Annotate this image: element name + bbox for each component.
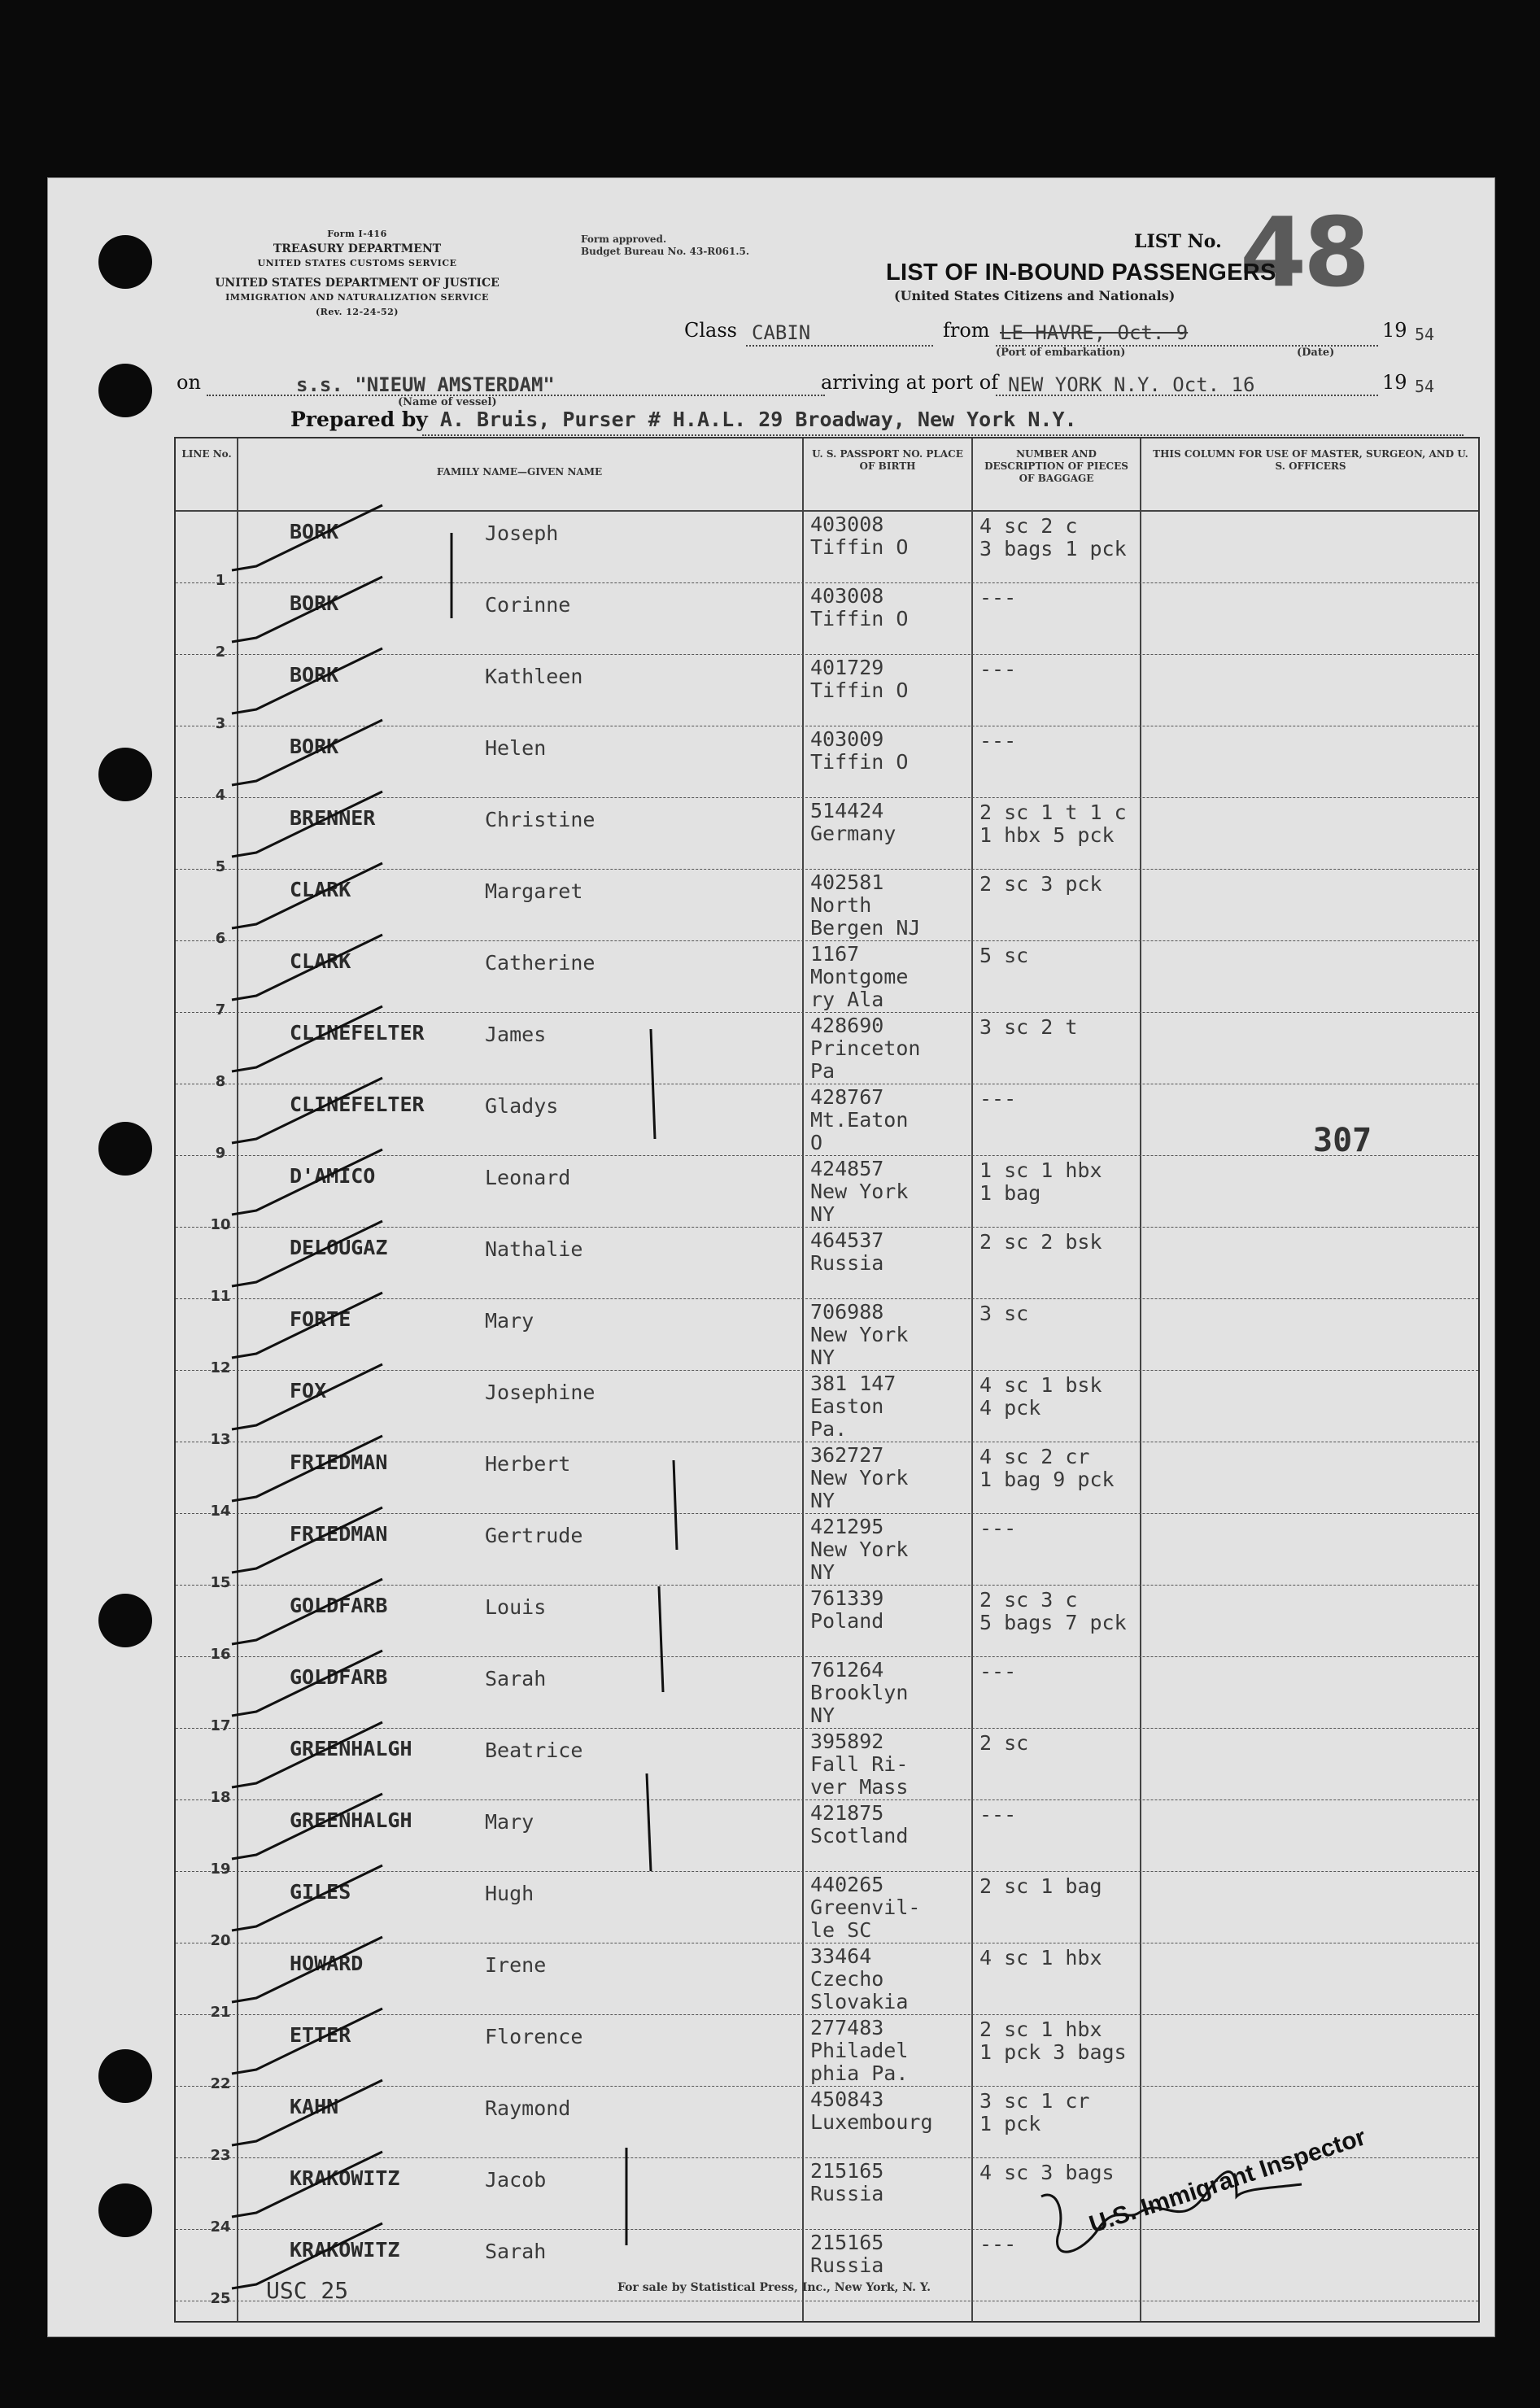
baggage-description: 2 sc 1 t 1 c xyxy=(979,800,1127,824)
baggage-description: 4 sc 1 bsk xyxy=(979,1373,1102,1397)
family-name: GREENHALGH xyxy=(290,1808,412,1832)
line-number: 8 xyxy=(215,1073,226,1090)
family-name: FORTE xyxy=(290,1307,351,1331)
col-header-official: THIS COLUMN FOR USE OF MASTER, SURGEON, AND U. S. OFFICERS xyxy=(1153,448,1468,472)
baggage-description: 2 sc 3 pck xyxy=(979,872,1102,896)
baggage-description: 2 sc 1 hbx xyxy=(979,2018,1102,2041)
table-row xyxy=(176,1228,1478,1305)
arriving-dotline xyxy=(996,395,1378,396)
col-header-name: FAMILY NAME—GIVEN NAME xyxy=(436,466,603,478)
given-name: James xyxy=(485,1023,547,1046)
line-number: 7 xyxy=(215,1001,226,1019)
table-row xyxy=(176,1013,1478,1090)
date-caption: (Date) xyxy=(1297,347,1335,359)
printer-note: For sale by Statistical Press, Inc., New York, N. Y. xyxy=(617,2281,931,2294)
place-of-birth: Russia xyxy=(810,1251,884,1275)
place-of-birth: Montgome xyxy=(810,965,909,988)
punch-hole xyxy=(98,2049,152,2103)
baggage-description: --- xyxy=(979,1087,1017,1110)
list-subtitle: (United States Citizens and Nationals) xyxy=(894,288,1176,303)
class-value: CABIN xyxy=(752,321,811,344)
family-name: FOX xyxy=(290,1379,327,1402)
baggage-description: 1 bag 9 pck xyxy=(979,1468,1115,1491)
baggage-description: 2 sc xyxy=(979,1731,1029,1755)
passport-number: 33464 xyxy=(810,1944,872,1968)
place-of-birth: North xyxy=(810,893,872,917)
place-of-birth: Brooklyn xyxy=(810,1681,909,1704)
line-number: 16 xyxy=(210,1646,231,1663)
line-number: 15 xyxy=(210,1574,231,1591)
col-header-line-no: LINE No. xyxy=(181,448,232,460)
punch-hole xyxy=(98,1122,152,1176)
passport-number: 424857 xyxy=(810,1157,884,1180)
passport-number: 402581 xyxy=(810,870,884,894)
baggage-description: 3 sc 1 cr xyxy=(979,2089,1090,2113)
table-row xyxy=(176,1586,1478,1663)
passport-number: 362727 xyxy=(810,1443,884,1467)
punch-hole xyxy=(98,1594,152,1647)
place-of-birth: New York xyxy=(810,1466,909,1490)
punch-hole xyxy=(98,2183,152,2237)
port-caption: (Port of embarkation) xyxy=(996,347,1126,359)
family-name: CLARK xyxy=(290,949,351,973)
baggage-description: 4 pck xyxy=(979,1396,1041,1420)
baggage-description: 4 sc 1 hbx xyxy=(979,1946,1102,1970)
line-number: 2 xyxy=(215,643,226,661)
given-name: Gertrude xyxy=(485,1524,583,1547)
line-number: 20 xyxy=(210,1932,231,1949)
baggage-description: 1 sc 1 hbx xyxy=(979,1158,1102,1182)
family-name: D'AMICO xyxy=(290,1164,376,1188)
baggage-description: 4 sc 2 c xyxy=(979,514,1078,538)
baggage-description: 3 bags 1 pck xyxy=(979,537,1127,561)
family-name: FRIEDMAN xyxy=(290,1522,388,1546)
baggage-description: 3 sc xyxy=(979,1302,1029,1325)
baggage-description: 1 pck xyxy=(979,2112,1041,2135)
passport-number: 401729 xyxy=(810,656,884,679)
line-number: 1 xyxy=(215,572,226,589)
line-number: 12 xyxy=(210,1359,231,1376)
table-row xyxy=(176,1514,1478,1591)
passport-number: 421875 xyxy=(810,1801,884,1825)
place-of-birth: Poland xyxy=(810,1609,884,1633)
passport-number: 215165 xyxy=(810,2231,884,2254)
passport-number: 395892 xyxy=(810,1730,884,1753)
punch-hole xyxy=(98,748,152,801)
on-label: on xyxy=(177,371,201,394)
table-row xyxy=(176,1729,1478,1806)
class-dotline xyxy=(746,345,933,347)
family-name: DELOUGAZ xyxy=(290,1236,388,1259)
line-number: 5 xyxy=(215,858,226,875)
given-name: Christine xyxy=(485,808,595,831)
family-name: ETTER xyxy=(290,2023,351,2047)
table-row xyxy=(176,798,1478,875)
place-of-birth: Easton xyxy=(810,1394,884,1418)
table-row xyxy=(176,1156,1478,1233)
given-name: Nathalie xyxy=(485,1237,583,1261)
given-name: Hugh xyxy=(485,1882,534,1905)
baggage-description: 1 bag xyxy=(979,1181,1041,1205)
place-of-birth: Czecho xyxy=(810,1967,884,1991)
family-name: KAHN xyxy=(290,2095,339,2118)
baggage-description: 5 bags 7 pck xyxy=(979,1611,1127,1634)
passport-number: 215165 xyxy=(810,2159,884,2183)
punch-hole xyxy=(98,364,152,417)
passport-number: 403008 xyxy=(810,513,884,536)
place-of-birth: Princeton xyxy=(810,1036,921,1060)
prepared-label: Prepared by xyxy=(290,408,428,431)
baggage-description: --- xyxy=(979,1660,1017,1683)
given-name: Kathleen xyxy=(485,665,583,688)
baggage-description: --- xyxy=(979,586,1017,609)
place-of-birth: Tiffin O xyxy=(810,678,909,702)
passport-number: 1167 xyxy=(810,942,860,966)
family-name: BRENNER xyxy=(290,806,376,830)
place-of-birth: New York xyxy=(810,1323,909,1346)
given-name: Sarah xyxy=(485,2240,547,2263)
table-row xyxy=(176,2087,1478,2164)
prepared-dotline xyxy=(422,434,1464,436)
given-name: Josephine xyxy=(485,1381,595,1404)
place-of-birth: Russia xyxy=(810,2253,884,2277)
given-name: Raymond xyxy=(485,2096,571,2120)
line-number: 24 xyxy=(210,2218,231,2236)
list-title: LIST OF IN-BOUND PASSENGERS xyxy=(886,260,1276,286)
passport-number: 761264 xyxy=(810,1658,884,1682)
arriving-value: NEW YORK N.Y. Oct. 16 xyxy=(1008,373,1255,396)
family-name: GOLDFARB xyxy=(290,1594,388,1617)
table-row xyxy=(176,512,1478,589)
table-row xyxy=(176,1943,1478,2021)
place-of-birth: Slovakia xyxy=(810,1990,909,2013)
prepared-by-line xyxy=(290,408,1077,431)
given-name: Gladys xyxy=(485,1094,559,1118)
given-name: Corinne xyxy=(485,593,571,617)
vessel-caption: (Name of vessel) xyxy=(398,396,497,408)
line-number: 10 xyxy=(210,1216,231,1233)
table-row xyxy=(176,726,1478,804)
place-of-birth: New York xyxy=(810,1180,909,1203)
table-row xyxy=(176,2015,1478,2092)
line-number: 23 xyxy=(210,2147,231,2164)
given-name: Herbert xyxy=(485,1452,571,1476)
place-of-birth: phia Pa. xyxy=(810,2061,909,2085)
passport-number: 277483 xyxy=(810,2016,884,2039)
place-of-birth: Scotland xyxy=(810,1824,909,1847)
treasury-department: TREASURY DEPARTMENT xyxy=(273,242,442,255)
official-note: 307 xyxy=(1313,1122,1372,1159)
passport-number: 761339 xyxy=(810,1586,884,1610)
passport-number: 464537 xyxy=(810,1228,884,1252)
table-row xyxy=(176,1657,1478,1734)
given-name: Jacob xyxy=(485,2168,547,2192)
form-approved: Form approved. xyxy=(581,233,667,245)
issuing-departments xyxy=(182,227,532,320)
line-number: 21 xyxy=(210,2004,231,2021)
inspector-stamp: U.S. Immigrant Inspector xyxy=(1086,2123,1369,2239)
baggage-description: --- xyxy=(979,657,1017,681)
given-name: Mary xyxy=(485,1810,534,1834)
place-of-birth: O xyxy=(810,1131,823,1154)
year-suffix-2: 54 xyxy=(1415,377,1435,396)
passport-number: 450843 xyxy=(810,2087,884,2111)
place-of-birth: Pa xyxy=(810,1059,835,1083)
family-name: GILES xyxy=(290,1880,351,1904)
family-name: GREENHALGH xyxy=(290,1737,412,1760)
passport-number: 428767 xyxy=(810,1085,884,1109)
baggage-description: 1 hbx 5 pck xyxy=(979,823,1115,847)
baggage-description: --- xyxy=(979,1803,1017,1826)
family-name: CLINEFELTER xyxy=(290,1093,425,1116)
immigration-service: IMMIGRATION AND NATURALIZATION SERVICE xyxy=(225,292,489,303)
form-number: Form I-416 xyxy=(327,229,387,239)
family-name: BORK xyxy=(290,663,339,687)
place-of-birth: NY xyxy=(810,1202,835,1226)
line-number: 3 xyxy=(215,715,226,732)
line-number: 17 xyxy=(210,1717,231,1734)
justice-department: UNITED STATES DEPARTMENT OF JUSTICE xyxy=(215,277,500,290)
place-of-birth: Pa. xyxy=(810,1417,848,1441)
baggage-description: --- xyxy=(979,729,1017,752)
line-number: 11 xyxy=(210,1288,231,1305)
place-of-birth: NY xyxy=(810,1346,835,1369)
vessel-value: s.s. "NIEUW AMSTERDAM" xyxy=(296,373,555,396)
table-row xyxy=(176,655,1478,732)
year-prefix-2: 19 xyxy=(1382,371,1407,394)
line-number: 9 xyxy=(215,1145,226,1162)
table-row xyxy=(176,1872,1478,1949)
revision-date: (Rev. 12-24-52) xyxy=(315,307,399,317)
given-name: Mary xyxy=(485,1309,534,1333)
family-name: BORK xyxy=(290,591,339,615)
baggage-description: 4 sc 2 cr xyxy=(979,1445,1090,1468)
given-name: Florence xyxy=(485,2025,583,2048)
place-of-birth: ver Mass xyxy=(810,1775,909,1799)
stamp-code: USC 25 xyxy=(266,2277,349,2304)
line-number: 6 xyxy=(215,930,226,947)
line-number: 14 xyxy=(210,1503,231,1520)
place-of-birth: Germany xyxy=(810,822,897,845)
passport-number: 381 147 xyxy=(810,1372,897,1395)
given-name: Louis xyxy=(485,1595,547,1619)
place-of-birth: Greenvil- xyxy=(810,1895,921,1919)
year-prefix-1: 19 xyxy=(1382,319,1407,342)
prepared-value: A. Bruis, Purser # H.A.L. 29 Broadway, New York N.Y. xyxy=(439,408,1077,431)
family-name: BORK xyxy=(290,520,339,543)
passport-number: 428690 xyxy=(810,1014,884,1037)
baggage-description: --- xyxy=(979,1516,1017,1540)
baggage-description: 2 sc 2 bsk xyxy=(979,1230,1102,1254)
family-name: CLINEFELTER xyxy=(290,1021,425,1045)
line-number: 13 xyxy=(210,1431,231,1448)
given-name: Joseph xyxy=(485,521,559,545)
col-header-passport: U. S. PASSPORT NO. PLACE OF BIRTH xyxy=(812,448,963,472)
family-name: KRAKOWITZ xyxy=(290,2238,400,2262)
line-number: 4 xyxy=(215,787,226,804)
punch-hole xyxy=(98,235,152,289)
baggage-description: 5 sc xyxy=(979,944,1029,967)
place-of-birth: Mt.Eaton xyxy=(810,1108,909,1132)
line-number: 25 xyxy=(210,2290,231,2307)
line-number: 22 xyxy=(210,2075,231,2092)
given-name: Irene xyxy=(485,1953,547,1977)
col-header-baggage: NUMBER AND DESCRIPTION OF PIECES OF BAGGAGE xyxy=(984,448,1128,484)
given-name: Sarah xyxy=(485,1667,547,1690)
passport-number: 403009 xyxy=(810,727,884,751)
table-row xyxy=(176,1442,1478,1520)
place-of-birth: Philadel xyxy=(810,2039,909,2062)
arriving-label: arriving at port of xyxy=(821,371,999,394)
table-row xyxy=(176,870,1478,947)
place-of-birth: Russia xyxy=(810,2182,884,2205)
table-row xyxy=(176,941,1478,1019)
baggage-description: 3 sc 2 t xyxy=(979,1015,1078,1039)
list-number-stamp: 48 xyxy=(1240,196,1368,308)
place-of-birth: Tiffin O xyxy=(810,607,909,630)
given-name: Beatrice xyxy=(485,1738,583,1762)
passport-number: 403008 xyxy=(810,584,884,608)
from-value: LE HAVRE, Oct. 9 xyxy=(1000,321,1189,344)
budget-bureau: Budget Bureau No. 43-R061.5. xyxy=(581,246,750,257)
table-row xyxy=(176,1299,1478,1376)
manifest-sheet xyxy=(47,177,1495,2337)
baggage-description: 1 pck 3 bags xyxy=(979,2040,1127,2064)
place-of-birth: NY xyxy=(810,1560,835,1584)
place-of-birth: le SC xyxy=(810,1918,872,1942)
baggage-description: 2 sc 1 bag xyxy=(979,1874,1102,1898)
passenger-table xyxy=(174,437,1480,2323)
baggage-description: 4 sc 3 bags xyxy=(979,2161,1115,2184)
place-of-birth: New York xyxy=(810,1538,909,1561)
place-of-birth: NY xyxy=(810,1489,835,1512)
line-number: 18 xyxy=(210,1789,231,1806)
place-of-birth: Bergen NJ xyxy=(810,916,921,940)
family-name: GOLDFARB xyxy=(290,1665,388,1689)
given-name: Catherine xyxy=(485,951,595,975)
list-number-label: LIST No. xyxy=(1134,231,1222,252)
place-of-birth: Tiffin O xyxy=(810,750,909,774)
passport-number: 706988 xyxy=(810,1300,884,1324)
table-row xyxy=(176,583,1478,661)
baggage-description: 2 sc 3 c xyxy=(979,1588,1078,1612)
family-name: CLARK xyxy=(290,878,351,901)
table-row xyxy=(176,1084,1478,1162)
class-label: Class xyxy=(684,319,737,342)
given-name: Leonard xyxy=(485,1166,571,1189)
from-label: from xyxy=(943,319,990,342)
passport-number: 514424 xyxy=(810,799,884,822)
line-number: 19 xyxy=(210,1861,231,1878)
given-name: Helen xyxy=(485,736,547,760)
place-of-birth: ry Ala xyxy=(810,988,884,1011)
year-suffix-1: 54 xyxy=(1415,325,1435,344)
baggage-description: --- xyxy=(979,2232,1017,2256)
given-name: Margaret xyxy=(485,879,583,903)
customs-service: UNITED STATES CUSTOMS SERVICE xyxy=(257,258,457,268)
place-of-birth: Luxembourg xyxy=(810,2110,933,2134)
place-of-birth: Tiffin O xyxy=(810,535,909,559)
place-of-birth: Fall Ri- xyxy=(810,1752,909,1776)
form-approval xyxy=(581,233,825,258)
place-of-birth: NY xyxy=(810,1703,835,1727)
family-name: KRAKOWITZ xyxy=(290,2166,400,2190)
passport-number: 421295 xyxy=(810,1515,884,1538)
passport-number: 440265 xyxy=(810,1873,884,1896)
family-name: FRIEDMAN xyxy=(290,1450,388,1474)
table-row xyxy=(176,1371,1478,1448)
table-row xyxy=(176,1800,1478,1878)
family-name: HOWARD xyxy=(290,1952,364,1975)
family-name: BORK xyxy=(290,735,339,758)
